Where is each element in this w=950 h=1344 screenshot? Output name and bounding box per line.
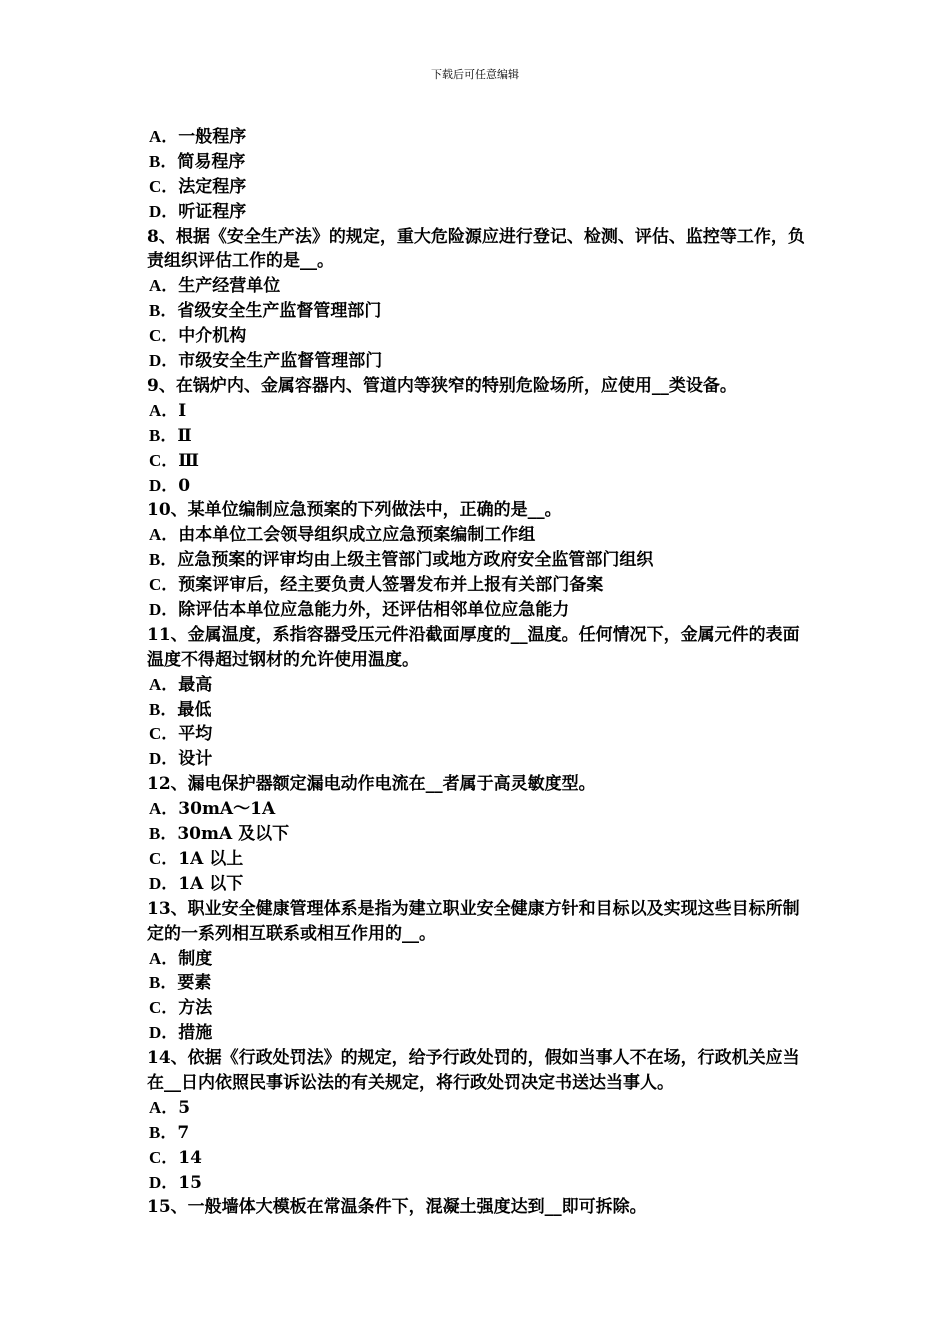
option-text: 最低	[177, 699, 212, 720]
option-text: 由本单位工会领导组织成立应急预案编制工作组	[178, 525, 536, 546]
option-text: 1A 以下	[178, 873, 244, 894]
option-text: 一般程序	[178, 127, 247, 147]
question-text: 15、一般墙体大模板在常温条件下，混凝土强度达到__即可拆除。	[147, 1197, 647, 1218]
answer-option	[147, 797, 812, 822]
question-text: 11、金属温度，系指容器受压元件沿截面厚度的__温度。任何情况下，金属元件的表面温度不得超过钢材的允许使用温度。	[147, 624, 800, 670]
answer-option	[147, 872, 812, 897]
option-text: 生产经营单位	[178, 276, 281, 297]
option-text: 5	[178, 1097, 191, 1118]
option-letter: C．	[149, 1147, 179, 1167]
answer-option	[147, 299, 812, 324]
question-text: 8、根据《安全生产法》的规定，重大危险源应进行登记、检测、评估、监控等工作，负责组织评估工作的是__。	[147, 226, 805, 272]
answer-option	[147, 847, 812, 872]
page-header: 下载后可任意编辑	[431, 68, 519, 81]
answer-option	[147, 1021, 812, 1046]
option-text: 30mA～1A	[178, 799, 276, 820]
answer-option	[147, 399, 812, 424]
option-text: 除评估本单位应急能力外，还评估相邻单位应急能力	[178, 599, 570, 620]
option-letter: C．	[149, 848, 179, 868]
answer-option	[147, 1096, 812, 1121]
answer-option	[147, 349, 812, 374]
option-letter: B．	[149, 301, 178, 321]
option-letter: D．	[149, 749, 179, 769]
option-text: 法定程序	[178, 176, 247, 197]
option-letter: B．	[149, 973, 178, 993]
option-letter: D．	[149, 873, 179, 893]
option-text: Ⅲ	[178, 450, 199, 471]
option-letter: A．	[149, 1097, 179, 1117]
answer-option	[147, 598, 812, 623]
option-text: 1A 以上	[178, 848, 244, 869]
option-text: 14	[178, 1147, 202, 1168]
option-letter: D．	[149, 1023, 179, 1043]
option-letter: C．	[149, 575, 179, 595]
option-letter: A．	[149, 674, 179, 694]
option-text: 市级安全生产监督管理部门	[178, 351, 383, 372]
option-text: 听证程序	[178, 201, 247, 222]
option-letter: C．	[149, 998, 179, 1018]
option-text: 15	[178, 1172, 202, 1193]
option-letter: A．	[149, 127, 179, 146]
question-text: 13、职业安全健康管理体系是指为建立职业安全健康方针和目标以及实现这些目标所制定的一系列相互联系或相互作用的__。	[147, 898, 800, 944]
option-text: 简易程序	[177, 151, 246, 172]
answer-option	[147, 1171, 812, 1196]
option-letter: B．	[149, 550, 178, 570]
answer-option	[147, 822, 812, 847]
option-text: 0	[178, 475, 191, 496]
option-text: Ⅱ	[177, 425, 192, 446]
option-letter: C．	[149, 326, 179, 346]
option-letter: D．	[149, 351, 179, 371]
answer-option	[147, 947, 812, 972]
option-letter: B．	[149, 1122, 178, 1142]
option-letter: A．	[149, 525, 179, 545]
answer-option	[147, 424, 812, 449]
option-letter: A．	[149, 276, 179, 296]
question-text: 10、某单位编制应急预案的下列做法中，正确的是__。	[147, 500, 562, 521]
answer-option	[147, 722, 812, 747]
answer-option	[147, 1146, 812, 1171]
option-letter: D．	[149, 201, 179, 221]
option-text: 应急预案的评审均由上级主管部门或地方政府安全监管部门组织	[177, 550, 654, 571]
answer-option	[147, 274, 812, 299]
question-text: 12、漏电保护器额定漏电动作电流在__者属于高灵敏度型。	[147, 774, 596, 795]
option-letter: A．	[149, 948, 179, 968]
answer-option	[147, 548, 812, 573]
option-text: 措施	[178, 1023, 213, 1044]
option-text: 最高	[178, 674, 213, 695]
answer-option	[147, 971, 812, 996]
option-letter: D．	[149, 475, 179, 495]
option-text: 设计	[178, 749, 213, 770]
option-text: 30mA 及以下	[177, 824, 290, 845]
option-letter: B．	[149, 425, 178, 445]
answer-option	[147, 673, 812, 698]
option-letter: D．	[149, 1172, 179, 1192]
option-text: 7	[177, 1122, 190, 1143]
option-text: Ⅰ	[178, 400, 187, 421]
answer-option	[147, 449, 812, 474]
option-letter: C．	[149, 724, 179, 744]
question-list	[147, 125, 812, 1220]
option-text: 中介机构	[178, 326, 247, 347]
answer-option	[147, 747, 812, 772]
option-letter: B．	[149, 151, 178, 171]
option-letter: B．	[149, 699, 178, 719]
answer-option	[147, 324, 812, 349]
option-letter: B．	[149, 824, 178, 844]
question-text: 9、在锅炉内、金属容器内、管道内等狭窄的特别危险场所，应使用__类设备。	[147, 375, 737, 396]
option-text: 省级安全生产监督管理部门	[177, 301, 382, 322]
option-letter: D．	[149, 599, 179, 619]
question-text: 14、依据《行政处罚法》的规定，给予行政处罚的，假如当事人不在场，行政机关应当在__日内依照民事诉讼法的有关规定，将行政处罚决定书送达当事人。	[147, 1048, 800, 1093]
option-text: 预案评审后，经主要负责人签署发布并上报有关部门备案	[178, 575, 604, 596]
option-text: 制度	[178, 948, 213, 969]
option-text: 方法	[178, 998, 213, 1019]
answer-option	[147, 573, 812, 598]
answer-option	[147, 523, 812, 548]
answer-option	[147, 474, 812, 499]
option-letter: C．	[149, 176, 179, 196]
option-letter: C．	[149, 450, 179, 470]
answer-option	[147, 175, 812, 200]
answer-option	[147, 1121, 812, 1146]
option-text: 平均	[178, 724, 213, 745]
answer-option	[147, 200, 812, 225]
answer-option	[147, 125, 812, 150]
option-letter: A．	[149, 400, 179, 420]
option-letter: A．	[149, 799, 179, 819]
answer-option	[147, 150, 812, 175]
answer-option	[147, 996, 812, 1021]
answer-option	[147, 698, 812, 723]
option-text: 要素	[177, 973, 212, 994]
